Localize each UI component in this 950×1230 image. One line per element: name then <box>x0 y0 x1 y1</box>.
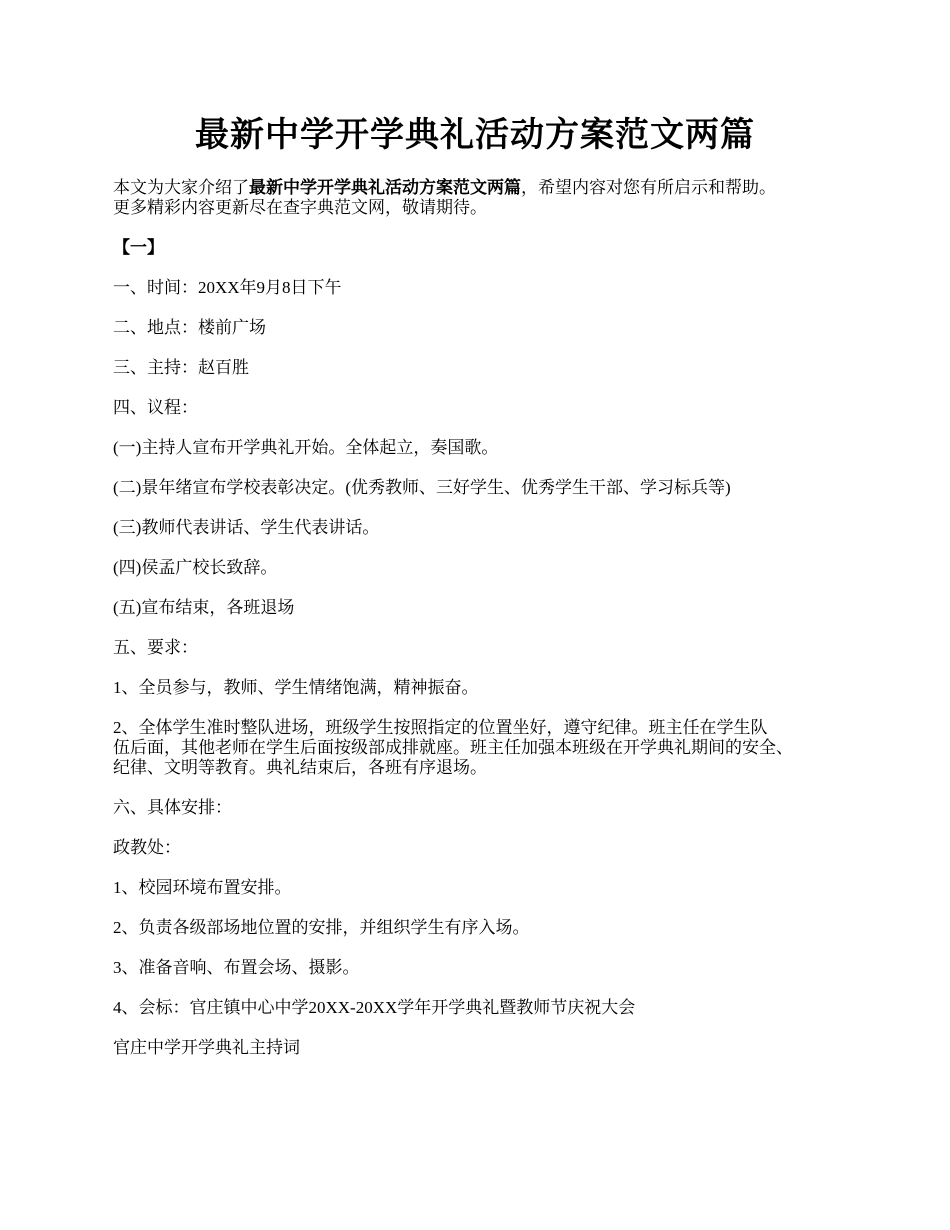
paragraph-arrangement-2: 2、负责各级部场地位置的安排，并组织学生有序入场。 <box>113 918 530 937</box>
intro-paragraph <box>113 178 853 218</box>
paragraph-agenda-3: (三)教师代表讲话、学生代表讲话。 <box>113 518 380 537</box>
paragraph-arrangement-heading: 六、具体安排： <box>113 798 232 817</box>
paragraph-host-script-title: 官庄中学开学典礼主持词 <box>113 1038 300 1057</box>
intro-prefix: 本文为大家介绍了 <box>113 178 249 197</box>
paragraph-agenda-4: (四)侯孟广校长致辞。 <box>113 558 278 577</box>
paragraph-agenda-1: (一)主持人宣布开学典礼开始。全体起立，奏国歌。 <box>113 438 499 457</box>
paragraph-requirement-2 <box>113 718 853 778</box>
paragraph-location: 二、地点：楼前广场 <box>113 318 266 337</box>
requirement-2-line-2: 伍后面，其他老师在学生后面按级部成排就座。班主任加强本班级在开学典礼期间的安全、 <box>113 738 793 757</box>
paragraph-political-office: 政教处： <box>113 838 181 857</box>
paragraph-agenda-5: (五)宣布结束，各班退场 <box>113 598 295 617</box>
intro-suffix: ，希望内容对您有所启示和帮助。 <box>521 178 776 197</box>
intro-highlight: 最新中学开学典礼活动方案范文两篇 <box>249 178 521 197</box>
requirement-2-line-3: 纪律、文明等教育。典礼结束后，各班有序退场。 <box>113 758 487 777</box>
intro-line-1 <box>113 178 853 198</box>
paragraph-time: 一、时间：20XX年9月8日下午 <box>113 278 342 297</box>
paragraph-arrangement-3: 3、准备音响、布置会场、摄影。 <box>113 958 360 977</box>
paragraph-arrangement-1: 1、校园环境布置安排。 <box>113 878 292 897</box>
paragraph-agenda-heading: 四、议程： <box>113 398 198 417</box>
paragraph-arrangement-4: 4、会标：官庄镇中心中学20XX-20XX学年开学典礼暨教师节庆祝大会 <box>113 998 636 1017</box>
requirement-2-line-1: 2、全体学生准时整队进场，班级学生按照指定的位置坐好，遵守纪律。班主任在学生队 <box>113 718 768 737</box>
document-title: 最新中学开学典礼活动方案范文两篇 <box>195 117 755 154</box>
paragraph-requirements-heading: 五、要求： <box>113 638 198 657</box>
intro-line-2: 更多精彩内容更新尽在查字典范文网，敬请期待。 <box>113 198 487 217</box>
document-body <box>113 178 853 1078</box>
paragraph-agenda-2: (二)景年绪宣布学校表彰决定。(优秀教师、三好学生、优秀学生干部、学习标兵等) <box>113 478 731 497</box>
paragraph-requirement-1: 1、全员参与，教师、学生情绪饱满，精神振奋。 <box>113 678 479 697</box>
section-marker: 【一】 <box>113 238 164 257</box>
paragraph-host: 三、主持：赵百胜 <box>113 358 249 377</box>
